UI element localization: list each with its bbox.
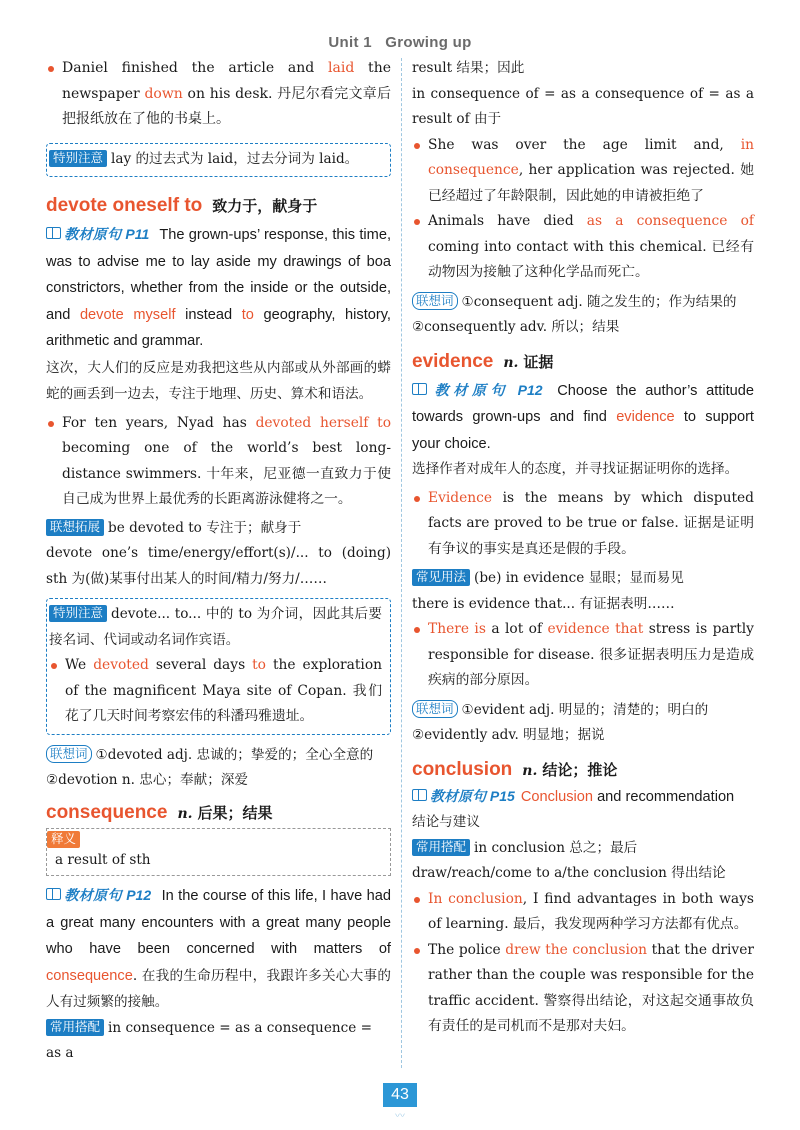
devote-heading: devote oneself to xyxy=(46,195,203,216)
devote-meaning: 致力于，献身于 xyxy=(212,197,318,215)
consequence-example-1: She was over the age limit and, in consequence, her application was rejected. 她已经超过了年龄限制，因此她的申请被拒绝了 xyxy=(412,133,754,210)
devote-assoc: 联想词 ①devoted adj. 忠诚的；挚爱的；全心全意的 xyxy=(46,743,391,769)
conclusion-heading: conclusion xyxy=(412,758,513,780)
book-icon xyxy=(412,383,427,395)
devote-translation: 这次，大人们的反应是劝我把这些从内部或从外部画的蟒蛇的画丢到一边去，专注于地理、历史、算术和语法。 xyxy=(46,359,391,402)
conclusion-example-2: The police drew the conclusion that the driver rather than the couple was responsible for the traffic accident. 警察得出结论，对这起交通事故负有责任的是司机而不是那对夫妇。 xyxy=(412,938,754,1040)
book-icon xyxy=(412,789,427,801)
conclusion-collocation: 常用搭配 in conclusion 总之；最后 xyxy=(412,836,754,862)
collocation-continued-2: in consequence of = as a consequence of = as a result of 由于 xyxy=(412,85,754,127)
devote-note: 特别注意 devote... to... 中的 to 为介词，因此其后要接名词、代词或动名词作宾语。 We devoted several days to the exploration of the magnificent Maya site of Copan. 我们花了几天时间考察宏伟的科潘玛雅遗址。 xyxy=(46,598,391,735)
evidence-usage: 常见用法 (be) in evidence 显眼；显而易见 xyxy=(412,566,754,592)
consequence-source-sentence: 教材原句 P12 In the course of this life, I have had a great many encounters with a great many people who have been concerned with matters of consequence. 在我的生命历程中，我跟许多关心大事的人有过频繁的接触。 xyxy=(46,887,391,1010)
devote-assoc-2: ②devotion n. 忠心；奉献；深爱 xyxy=(46,772,249,788)
unit-title: Growing up xyxy=(385,34,472,51)
page-ornament-icon: 〰 xyxy=(395,1111,405,1122)
left-column xyxy=(46,56,391,1067)
devote-note-example: We devoted several days to the exploration of the magnificent Maya site of Copan. 我们花了几天时间考察宏伟的科潘玛雅遗址。 xyxy=(49,653,382,730)
devote-entry xyxy=(46,195,391,794)
right-column xyxy=(412,56,754,1040)
evidence-entry: evidence n. 证据 教材原句 P12 Choose the author’s attitude towards grown-ups and find evidence to support your choice. 选择作者对成年人的态度，并寻找证据证明你的选择。 Evidence is the means by which disputed facts are proved to be true or false. 证据是证明有争议的事实是真还是假的手段。 常见用法 (be) in evidence 显眼；显而易见 there is evidence that... 有证据表明…… There is a lot of evidence that stress is partly responsible for disease. 很多证据表明压力是造成疾病的部分原因。 联想词 ①evident adj. 明显的；清楚的；明白的 ②evidently adv. 明显地；据说 xyxy=(412,351,754,749)
consequence-entry: consequence n. 后果；结果 释义 a result of sth 教材原句 P12 In the course of this life, I have had a great many encounters with a great many people who have been concerned with matters of consequence. 在我的生命历程中，我跟许多关心大事的人有过频繁的接触。 常用搭配 in consequence = as a consequence = as a xyxy=(46,802,391,1067)
assoc-tag: 联想词 xyxy=(46,745,92,763)
collocation-continued: result 结果；因此 xyxy=(412,60,525,76)
conclusion-collocation-2: draw/reach/come to a/the conclusion 得出结论 xyxy=(412,865,726,881)
collocation-tag: 常用搭配 xyxy=(412,839,470,856)
assoc-tag: 联想词 xyxy=(412,700,458,718)
laid-note: 特别注意 lay 的过去式为 laid，过去分词为 laid。 xyxy=(46,143,391,178)
note-tag: 特别注意 xyxy=(49,605,107,622)
consequence-collocation: 常用搭配 in consequence = as a consequence = as a xyxy=(46,1019,372,1061)
laid-example: Daniel finished the article and laid the newspaper down on his desk. 丹尼尔看完文章后把报纸放在了他的书桌上。 xyxy=(46,56,391,133)
devote-heading-row xyxy=(46,195,391,217)
page-number: 43 xyxy=(383,1083,417,1107)
source-label: 教材原句 P12 xyxy=(46,887,151,903)
evidence-assoc-2: ②evidently adv. 明显地；据说 xyxy=(412,727,605,743)
evidence-source-sentence: 教材原句 P12 Choose the author’s attitude towards grown-ups and find evidence to support your choice. xyxy=(412,381,754,452)
assoc-tag: 联想词 xyxy=(412,292,458,310)
column-divider xyxy=(401,58,402,1068)
source-label: 教材原句 P11 xyxy=(46,226,149,242)
devote-source-sentence: 教材原句 P11 The grown-ups’ response, this time, was to advise me to lay aside my drawings of boa constrictors, whether from the inside or the outside, and devote myself instead to geography, history, arithmetic and grammar. xyxy=(46,226,391,349)
book-icon xyxy=(46,227,61,239)
devote-example: For ten years, Nyad has devoted herself to becoming one of the world’s best long-distance swimmers. 十年来，尼亚德一直致力于使自己成为世界上最优秀的长距离游泳健将之一。 xyxy=(46,411,391,513)
evidence-example-1: Evidence is the means by which disputed facts are proved to be true or false. 证据是证明有争议的事实是真还是假的手段。 xyxy=(412,486,754,563)
note-tag: 特别注意 xyxy=(49,150,107,167)
conclusion-translation: 结论与建议 xyxy=(412,814,480,830)
page-header xyxy=(0,34,800,51)
consequence-example-2: Animals have died as a consequence of coming into contact with this chemical. 已经有动物因为接触了这种化学品而死亡。 xyxy=(412,209,754,286)
evidence-usage-2: there is evidence that... 有证据表明…… xyxy=(412,595,675,612)
evidence-assoc: 联想词 ①evident adj. 明显的；清楚的；明白的 xyxy=(412,698,754,724)
consequence-assoc-2: ②consequently adv. 所以；结果 xyxy=(412,319,620,335)
consequence-definition: 释义 a result of sth xyxy=(46,828,391,877)
book-icon xyxy=(46,888,61,900)
devote-extension: 联想拓展 be devoted to 专注于；献身于 xyxy=(46,516,391,542)
conclusion-entry: conclusion n. 结论；推论 教材原句 P15 Conclusion and recommendation 结论与建议 常用搭配 in conclusion 总之；最后 draw/reach/come to a/the conclusion 得出结论 In conclusion, I find advantages in both ways of learning. 最后，我发现两种学习方法都有优点。 The police drew the conclusion that the driver rather than the couple was responsible for the traffic accident. 警察得出结论，对这起交通事故负有责任的是司机而不是那对夫妇。 xyxy=(412,759,754,1040)
definition-tag: 释义 xyxy=(47,831,80,848)
collocation-tag: 常用搭配 xyxy=(46,1019,104,1036)
unit-label: Unit 1 xyxy=(328,34,372,51)
evidence-example-2: There is a lot of evidence that stress is partly responsible for disease. 很多证据表明压力是造成疾病的部分原因。 xyxy=(412,617,754,694)
evidence-heading: evidence xyxy=(412,350,494,372)
evidence-translation: 选择作者对成年人的态度，并寻找证据证明你的选择。 xyxy=(412,461,739,477)
usage-tag: 常见用法 xyxy=(412,569,470,586)
consequence-assoc: 联想词 ①consequent adj. 随之发生的；作为结果的 xyxy=(412,290,754,316)
extension-tag: 联想拓展 xyxy=(46,519,104,536)
consequence-heading: consequence xyxy=(46,801,168,823)
source-label: 教材原句 P15 xyxy=(412,788,515,804)
conclusion-source-sentence: 教材原句 P15 Conclusion and recommendation xyxy=(412,783,754,811)
source-label: 教材原句 P12 xyxy=(412,382,543,398)
conclusion-example-1: In conclusion, I find advantages in both ways of learning. 最后，我发现两种学习方法都有优点。 xyxy=(412,887,754,938)
devote-extension-2: devote one’s time/energy/effort(s)/... to (doing) sth 为(做)某事付出某人的时间/精力/努力/…… xyxy=(46,545,391,587)
